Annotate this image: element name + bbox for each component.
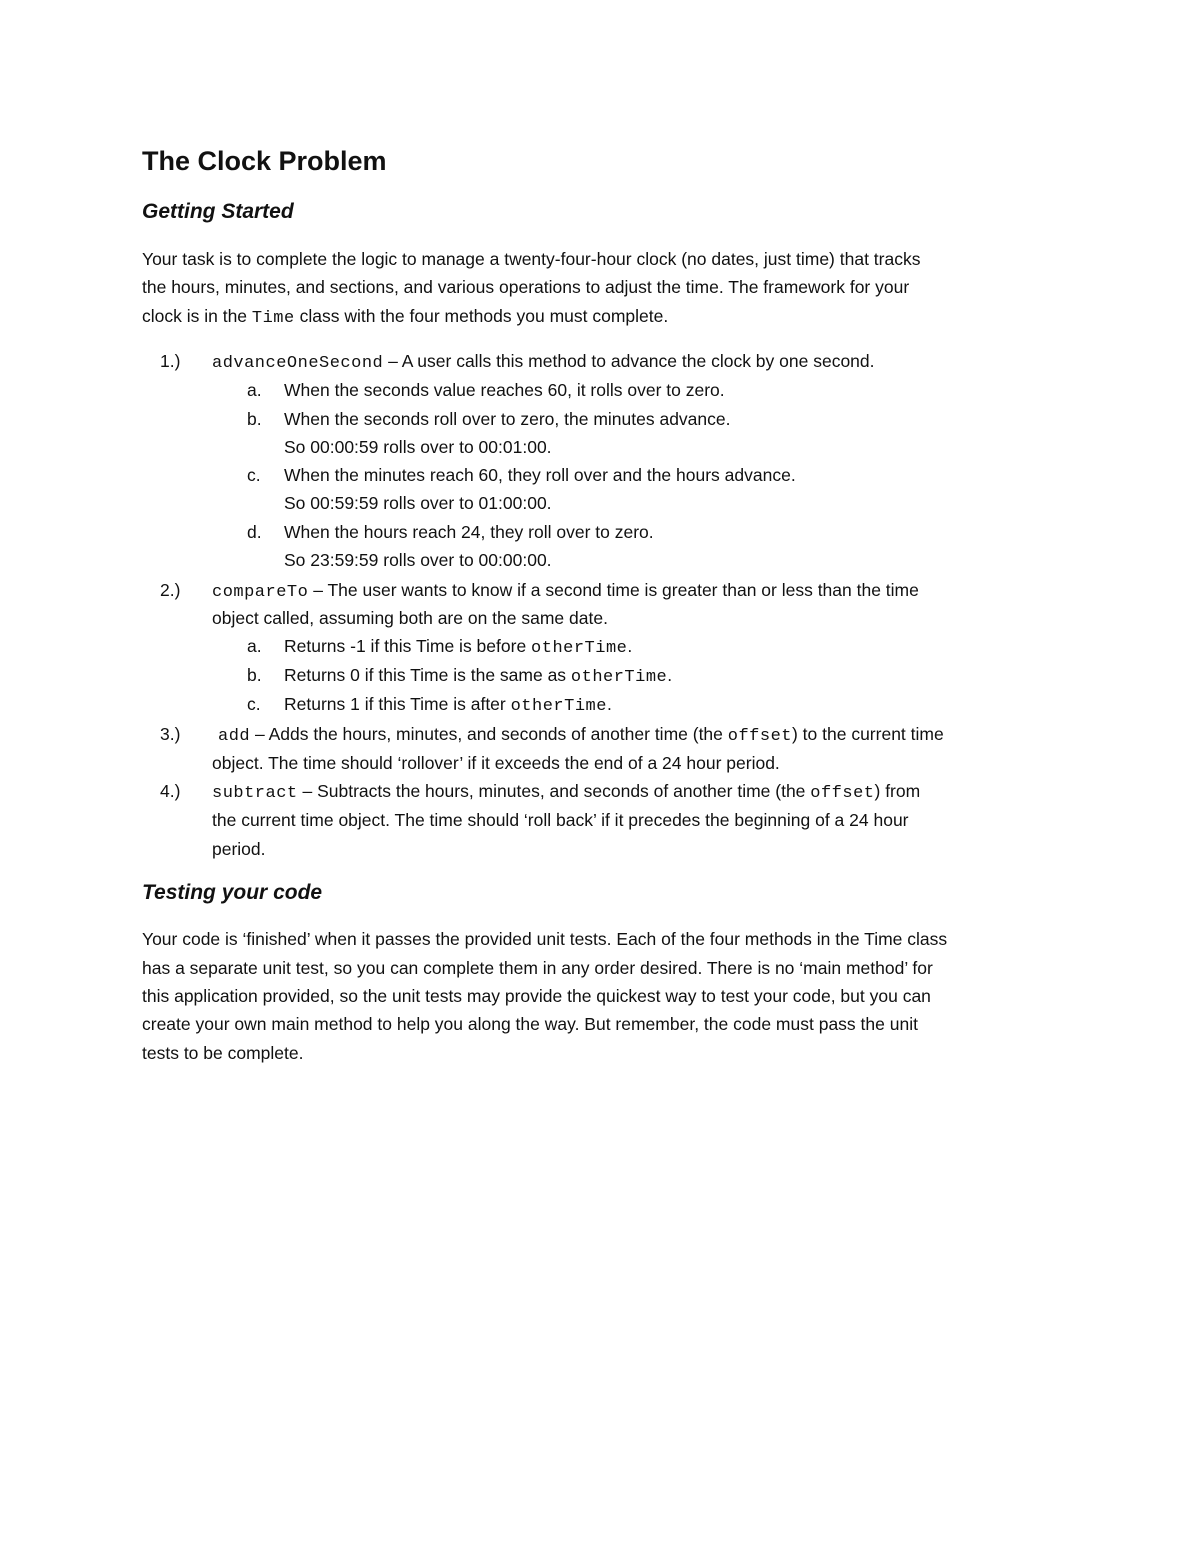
code-method-name: add xyxy=(218,727,251,746)
sub-item-text: When the minutes reach 60, they roll over and the hours advance. xyxy=(284,465,796,485)
testing-line-4: create your own main method to help you along the way. But remember, the code must pass the unit xyxy=(142,1014,918,1034)
item-text-continued: object called, assuming both are on the same date. xyxy=(212,608,608,628)
testing-line-3: this application provided, so the unit tests may provide the quickest way to test your code, but you can xyxy=(142,986,931,1006)
testing-line-2: has a separate unit test, so you can complete them in any order desired. There is no ‘main method’ for xyxy=(142,958,933,978)
sub-item-text-part: Returns -1 if this Time is before xyxy=(284,636,532,656)
code-other-time: otherTime xyxy=(510,697,607,716)
sub-item-text-part: . xyxy=(627,636,633,656)
section-heading-getting-started: Getting Started xyxy=(142,200,294,223)
item-text-continued: object. The time should ‘rollover’ if it exceeds the end of a 24 hour period. xyxy=(212,753,780,773)
code-method-name: compareTo xyxy=(212,583,309,602)
code-other-time: otherTime xyxy=(531,639,628,658)
sub-item-text-part: Returns 1 if this Time is after xyxy=(284,694,511,714)
item-text-continued: the current time object. The time should ‘roll back’ if it precedes the beginning of a 24 hour xyxy=(212,810,909,830)
list-number: 2.) xyxy=(160,580,181,600)
sub-item-text xyxy=(284,632,632,663)
sub-item-text-part: Returns 0 if this Time is the same as xyxy=(284,665,571,685)
item-text: – Adds the hours, minutes, and seconds of another time (the xyxy=(250,724,728,744)
code-time: Time xyxy=(251,309,295,328)
item-text: – The user wants to know if a second time is greater than or less than the time xyxy=(308,580,919,600)
code-method-name: subtract xyxy=(212,784,298,803)
sub-letter: b. xyxy=(247,665,262,685)
document-title: The Clock Problem xyxy=(142,146,387,176)
section-heading-testing: Testing your code xyxy=(142,881,323,904)
sub-letter: d. xyxy=(247,522,262,542)
sub-item-example: So 00:59:59 rolls over to 01:00:00. xyxy=(284,493,552,513)
sub-item-text-part: . xyxy=(667,665,673,685)
sub-letter: c. xyxy=(247,694,261,714)
code-offset: offset xyxy=(727,727,792,746)
intro-text: clock is in the xyxy=(142,306,252,326)
testing-line-1: Your code is ‘finished’ when it passes the provided unit tests. Each of the four methods in the Time class xyxy=(142,929,948,949)
list-number: 3.) xyxy=(160,724,181,744)
code-other-time: otherTime xyxy=(570,668,668,687)
testing-line-5: tests to be complete. xyxy=(142,1043,304,1063)
list-item xyxy=(212,777,920,808)
sub-letter: a. xyxy=(247,636,262,656)
sub-letter: a. xyxy=(247,380,262,400)
sub-item-text: When the seconds roll over to zero, the minutes advance. xyxy=(284,409,731,429)
list-item xyxy=(212,347,875,378)
list-item xyxy=(212,576,919,607)
item-text: ) from xyxy=(874,781,921,801)
sub-item-text xyxy=(284,661,672,692)
code-offset: offset xyxy=(810,784,875,803)
item-text: – A user calls this method to advance the clock by one second. xyxy=(383,351,875,371)
intro-line-1: Your task is to complete the logic to manage a twenty-four-hour clock (no dates, just time) that tracks xyxy=(142,249,921,269)
sub-item-text: When the hours reach 24, they roll over to zero. xyxy=(284,522,654,542)
item-text: – Subtracts the hours, minutes, and seconds of another time (the xyxy=(297,781,811,801)
intro-line-3 xyxy=(142,302,668,333)
item-text: ) to the current time xyxy=(791,724,944,744)
list-number: 1.) xyxy=(160,351,181,371)
list-item xyxy=(218,720,944,751)
code-method-name: advanceOneSecond xyxy=(212,354,384,373)
sub-item-text: When the seconds value reaches 60, it rolls over to zero. xyxy=(284,380,725,400)
sub-letter: b. xyxy=(247,409,262,429)
list-number: 4.) xyxy=(160,781,181,801)
sub-item-text xyxy=(284,690,612,721)
intro-text: class with the four methods you must complete. xyxy=(294,306,669,326)
item-text-continued: period. xyxy=(212,839,266,859)
sub-letter: c. xyxy=(247,465,261,485)
sub-item-text-part: . xyxy=(606,694,612,714)
intro-line-2: the hours, minutes, and sections, and various operations to adjust the time. The framework for your xyxy=(142,277,910,297)
sub-item-example: So 23:59:59 rolls over to 00:00:00. xyxy=(284,550,552,570)
sub-item-example: So 00:00:59 rolls over to 00:01:00. xyxy=(284,437,552,457)
